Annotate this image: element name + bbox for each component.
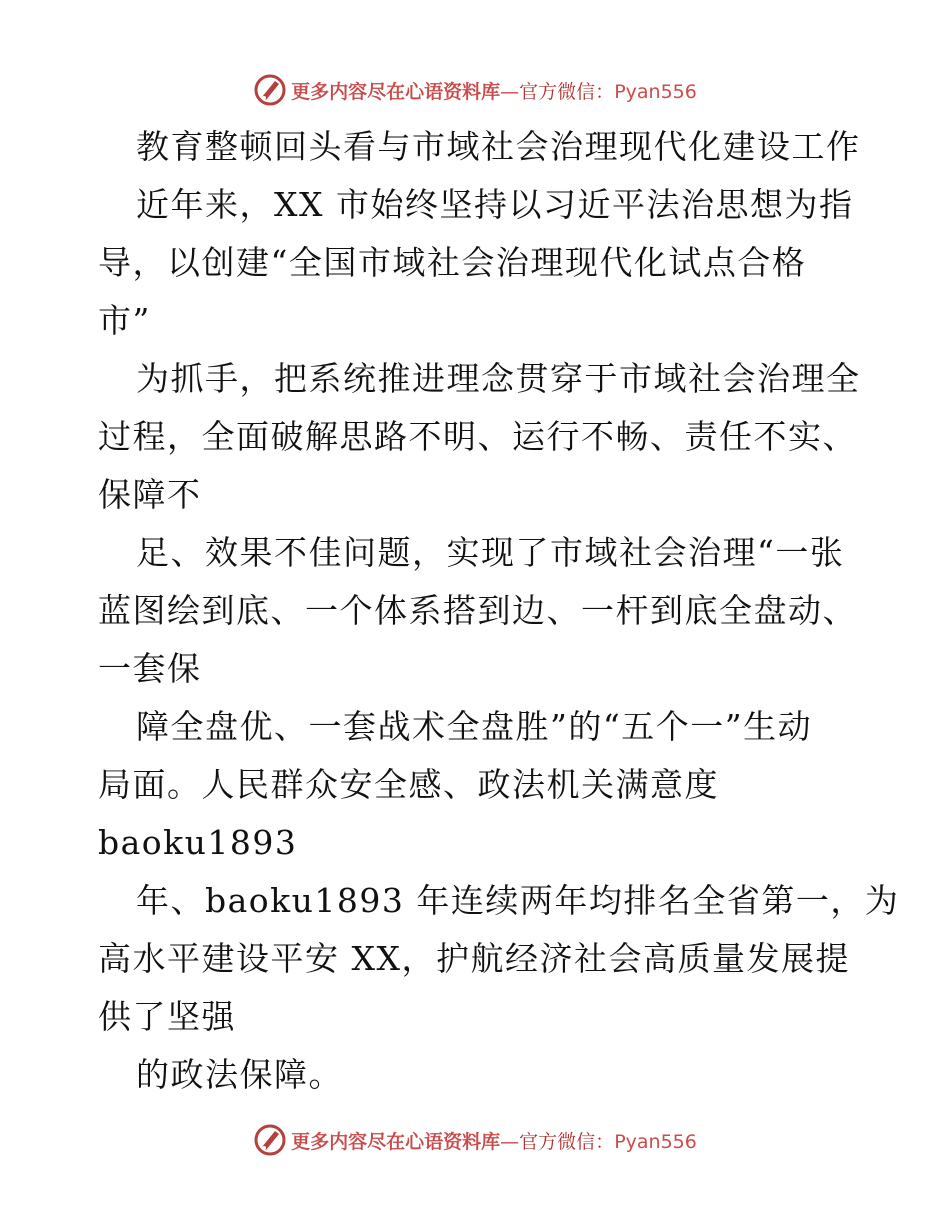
watermark-wechat-id: Pyan556 — [614, 1130, 697, 1153]
watermark-text — [291, 1127, 697, 1154]
text-line: 高水平建设平安 XX，护航经济社会高质量发展提 — [98, 939, 850, 978]
text-line: 过程，全面破解思路不明、运行不畅、责任不实、 — [98, 417, 857, 456]
text-line: 教育整顿回头看与市域社会治理现代化建设工作 — [136, 127, 861, 166]
text-line: 保障不 — [98, 475, 202, 514]
footer-watermark-banner — [0, 1120, 950, 1160]
text-line: 的政法保障。 — [136, 1055, 343, 1094]
watermark-brand: 更多内容尽在心语资料库 — [291, 80, 501, 103]
text-line: 障全盘优、一套战术全盘胜”的“五个一”生动 — [136, 707, 813, 746]
watermark-brand: 更多内容尽在心语资料库 — [291, 1130, 501, 1153]
text-line: 市” — [98, 301, 151, 340]
watermark-wechat-label: 官方微信： — [519, 1130, 615, 1153]
header-watermark-banner — [0, 70, 950, 110]
document-body — [98, 118, 900, 1104]
text-line: 蓝图绘到底、一个体系搭到边、一杆到底全盘动、 — [98, 591, 857, 630]
watermark-wechat-id: Pyan556 — [614, 80, 697, 103]
text-line: 一套保 — [98, 649, 202, 688]
watermark-separator: — — [500, 1130, 520, 1153]
watermark-wechat-label: 官方微信： — [519, 80, 615, 103]
text-line: 近年来，XX 市始终坚持以习近平法治思想为指 — [136, 185, 854, 224]
text-line: 供了坚强 — [98, 997, 236, 1036]
pen-logo-icon — [253, 73, 287, 107]
pen-logo-icon — [253, 1123, 287, 1157]
text-line: 局面。人民群众安全感、政法机关满意度 — [98, 765, 719, 804]
watermark-separator: — — [500, 80, 520, 103]
watermark-text — [291, 77, 697, 104]
text-line: 导，以创建“全国市域社会治理现代化试点合格 — [98, 243, 807, 282]
text-line: 年、baoku1893 年连续两年均排名全省第一，为 — [136, 881, 900, 920]
text-line: 为抓手，把系统推进理念贯穿于市域社会治理全 — [136, 359, 861, 398]
text-line: 足、效果不佳问题，实现了市域社会治理“一张 — [136, 533, 845, 572]
text-line: baoku1893 — [98, 823, 298, 862]
